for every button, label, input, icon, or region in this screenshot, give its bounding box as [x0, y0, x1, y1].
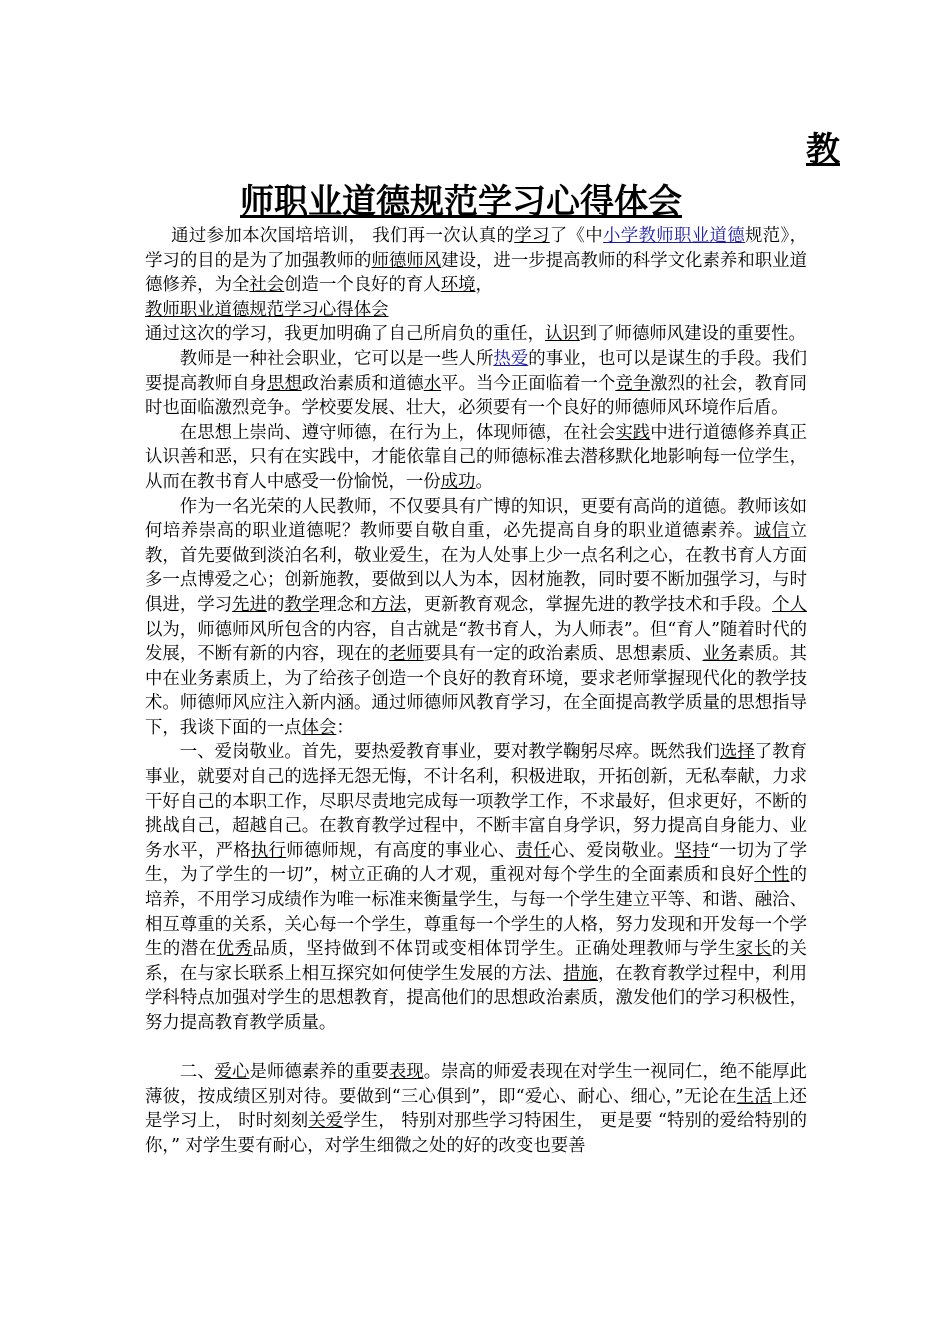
link-xianjin[interactable]: 先进	[232, 594, 267, 615]
text-run: 二、	[179, 1062, 215, 1083]
link-subheading[interactable]: 教师职业道德规范学习心得体会	[145, 299, 389, 320]
text-run: 的培养，不用学习成绩作为唯一标准来衡量学生，与每一个学生建立平等、和谐、融洽、相互尊重的关系，关心每一个学生，尊重每一个学生的人格，努力发现和开发每一个学生的潜在	[145, 865, 807, 960]
text-run: “一切为了学生，为了学生的一切”，树立正确的人才观，重视对每个学生的全面素质和良好	[145, 840, 807, 886]
text-run: 建设，进一步提高教师的科学文化素养和职业道德修养，为全	[145, 250, 807, 296]
link-shijian[interactable]: 实践	[615, 422, 651, 443]
link-geren[interactable]: 个人	[772, 594, 807, 615]
link-zeren[interactable]: 责任	[515, 840, 551, 861]
text-run: ，	[475, 275, 493, 296]
link-chengxin[interactable]: 诚信	[753, 521, 790, 542]
text-run: 了《中	[549, 226, 604, 246]
link-jingzheng[interactable]: 竞争	[615, 373, 651, 394]
text-run: ，更新教育观念，掌握先进的教学技术和手段。	[406, 594, 773, 615]
link-shui[interactable]: 水	[423, 373, 442, 394]
link-zhixing[interactable]: 执行	[250, 840, 287, 861]
link-shehui[interactable]: 社会	[249, 275, 285, 296]
text-run: 素质。其中在业务素质上，为了给孩子创造一个良好的教育环境，要求老师掌握现代化的教学技术。师德师风应注入新内涵。通过师德师风教育学习，在全面提高教学质量的思想指导下，我谈下面的一点	[145, 644, 807, 738]
link-guanai[interactable]: 关爱	[308, 1111, 344, 1132]
paragraph-subheading	[145, 298, 807, 323]
link-youxiu[interactable]: 优秀	[216, 939, 253, 960]
paragraph-aixin	[145, 1060, 807, 1158]
text-run: 一、爱岗敬业。首先，要热爱教育事业，要对教学鞠躬尽瘁。既然我们	[179, 742, 720, 763]
text-run: 的关系，在与家长联系上相互探究如何使学生发展的方法、	[145, 939, 807, 984]
text-run: 规范》，学习的目的是为了加强教师的	[145, 226, 807, 271]
text-run: 要具有一定的政治素质、思想素质、	[423, 644, 703, 665]
paragraph-shehui-zhiye	[145, 347, 807, 421]
link-jianchi[interactable]: 坚持	[674, 840, 710, 861]
text-run: 通过这次的学习，我更加明确了自己所肩负的重任，	[145, 324, 545, 345]
text-run: 以为，师德师风所包含的内容，自古就是“教书育人，为人师表”。但“育人”随着时代的发展，不断有新的内容，现在的	[145, 619, 807, 665]
document-body	[145, 224, 807, 1159]
text-run: 创造一个良好的育人	[284, 275, 441, 296]
text-run: 品质，坚持做到不体罚或变相体罚学生。正确处理教师与学生	[252, 939, 736, 960]
text-run: 理念和	[319, 594, 372, 615]
text-run: ：	[336, 717, 354, 738]
text-run: 师德师规，有高度的事业心、	[286, 840, 516, 861]
text-run: 的	[266, 594, 285, 615]
text-run: 。崇高的师爱表现在对学生一视同仁，绝不能厚此薄彼，按成绩区别对待。要做到“三心俱到”，即“爱心、耐心、细心，”无论在	[145, 1062, 807, 1107]
text-run: 的事业，也可以是谋生的手段。我们要提高教师自身	[145, 348, 807, 394]
text-run: 中进行道德修养真正认识善和恶，只有在实践中，才能依靠自己的师德标准去潜移默化地影响每一位学生，从而在教书育人中感受一份愉悦，一份	[145, 422, 807, 492]
text-run: 心、爱岗敬业。	[550, 840, 675, 861]
paragraph-zhongren	[145, 322, 807, 347]
link-cuoshi[interactable]: 措施	[563, 963, 598, 984]
link-gexing[interactable]: 个性	[754, 865, 790, 886]
text-run: 平。当今正面临着一个	[441, 373, 616, 394]
link-jiaoxue[interactable]: 教学	[284, 594, 320, 615]
text-run: 上还是学习上， 时时刻刻	[145, 1086, 807, 1132]
link-fangfa[interactable]: 方法	[371, 594, 407, 615]
link-chenggong[interactable]: 成功	[440, 471, 476, 492]
paragraph-intro	[145, 224, 807, 298]
link-reai[interactable]: 热爱	[493, 348, 529, 369]
link-aixin[interactable]: 爱心	[214, 1062, 250, 1083]
text-run: 激烈的社会，教育同时也面临激烈竞争。学校要发展、壮大，必须要有一个良好的师德师风环境作后盾。	[145, 373, 807, 419]
link-xiaoxue-jiaoshi-zhiye-daode[interactable]: 小学教师职业道德	[603, 226, 746, 246]
text-run: 了教育事业，就要对自己的选择无怨无悔，不计名利，积极进取，开拓创新，无私奉献，力求干好自己的本职工作，尽职尽责地完成每一项教学工作，不求最好，但求更好，不断的挑战自己，超越自己。在教育教学过程中，不断丰富自身学识，努力提高自身能力、业务水平，严格	[145, 742, 807, 861]
paragraph-guangrong-jiaoshi	[145, 495, 807, 741]
link-tihui[interactable]: 体会	[301, 717, 337, 738]
text-run: 到了师德师风建设的重要性。	[579, 324, 806, 345]
link-renshi[interactable]: 认识	[545, 324, 580, 345]
text-run: 教师是一种社会职业，它可以是一些人所	[179, 348, 494, 369]
text-run: 作为一名光荣的人民教师，不仅要具有广博的知识，更要有高尚的道德。教师该如何培养崇高的职业道德呢？教师要自敬自重，必先提高自身的职业道德素养。	[145, 496, 807, 542]
text-run: 是师德素养的重要	[249, 1062, 389, 1083]
link-xuexi[interactable]: 学习	[514, 226, 550, 246]
link-biaoxian[interactable]: 表现	[388, 1062, 424, 1083]
text-run: ，在教育教学过程中，利用学科特点加强对学生的思想教育，提高他们的思想政治素质，激发他们的学习积极性，努力提高教育教学质量。	[145, 963, 807, 1033]
title-first-char: 教	[806, 130, 840, 170]
link-sixiang[interactable]: 思想	[266, 373, 302, 394]
link-yewu[interactable]: 业务	[702, 644, 738, 665]
text-run: 政治素质和道德	[301, 373, 424, 394]
link-laoshi[interactable]: 老师	[388, 644, 424, 665]
text-run: 立教，首先要做到淡泊名利，敬业爱生，在为人处事上少一点名利之心，在教书育人方面多一点博爱之心；创新施教，要做到以人为本，因材施教，同时要不断加强学习，与时俱进，学习	[145, 521, 807, 615]
text-run: 。	[475, 471, 493, 492]
link-shenghuo[interactable]: 生活	[736, 1086, 772, 1107]
link-xuanze[interactable]: 选择	[719, 742, 755, 763]
page-title: 师职业道德规范学习心得体会	[240, 182, 682, 222]
link-shide-shifeng[interactable]: 师德师风	[371, 250, 442, 271]
paragraph-aigang-jingye	[145, 740, 807, 1035]
link-jiazhang[interactable]: 家长	[735, 939, 772, 960]
text-run: 通过参加本次国培培训， 我们再一次认真的	[171, 226, 515, 246]
paragraph-sixiang-chongshang	[145, 421, 807, 495]
paragraph-gap	[145, 1036, 807, 1061]
text-run: 在思想上崇尚、遵守师德，在行为上，体现师德，在社会	[179, 422, 616, 443]
link-huanjing[interactable]: 环境	[440, 275, 476, 296]
text-run: 学生， 特别对那些学习特困生， 更是要 “特别的爱给特别的你，” 对学生要有耐心，对学生细微之处的好的改变也要善	[145, 1111, 807, 1156]
